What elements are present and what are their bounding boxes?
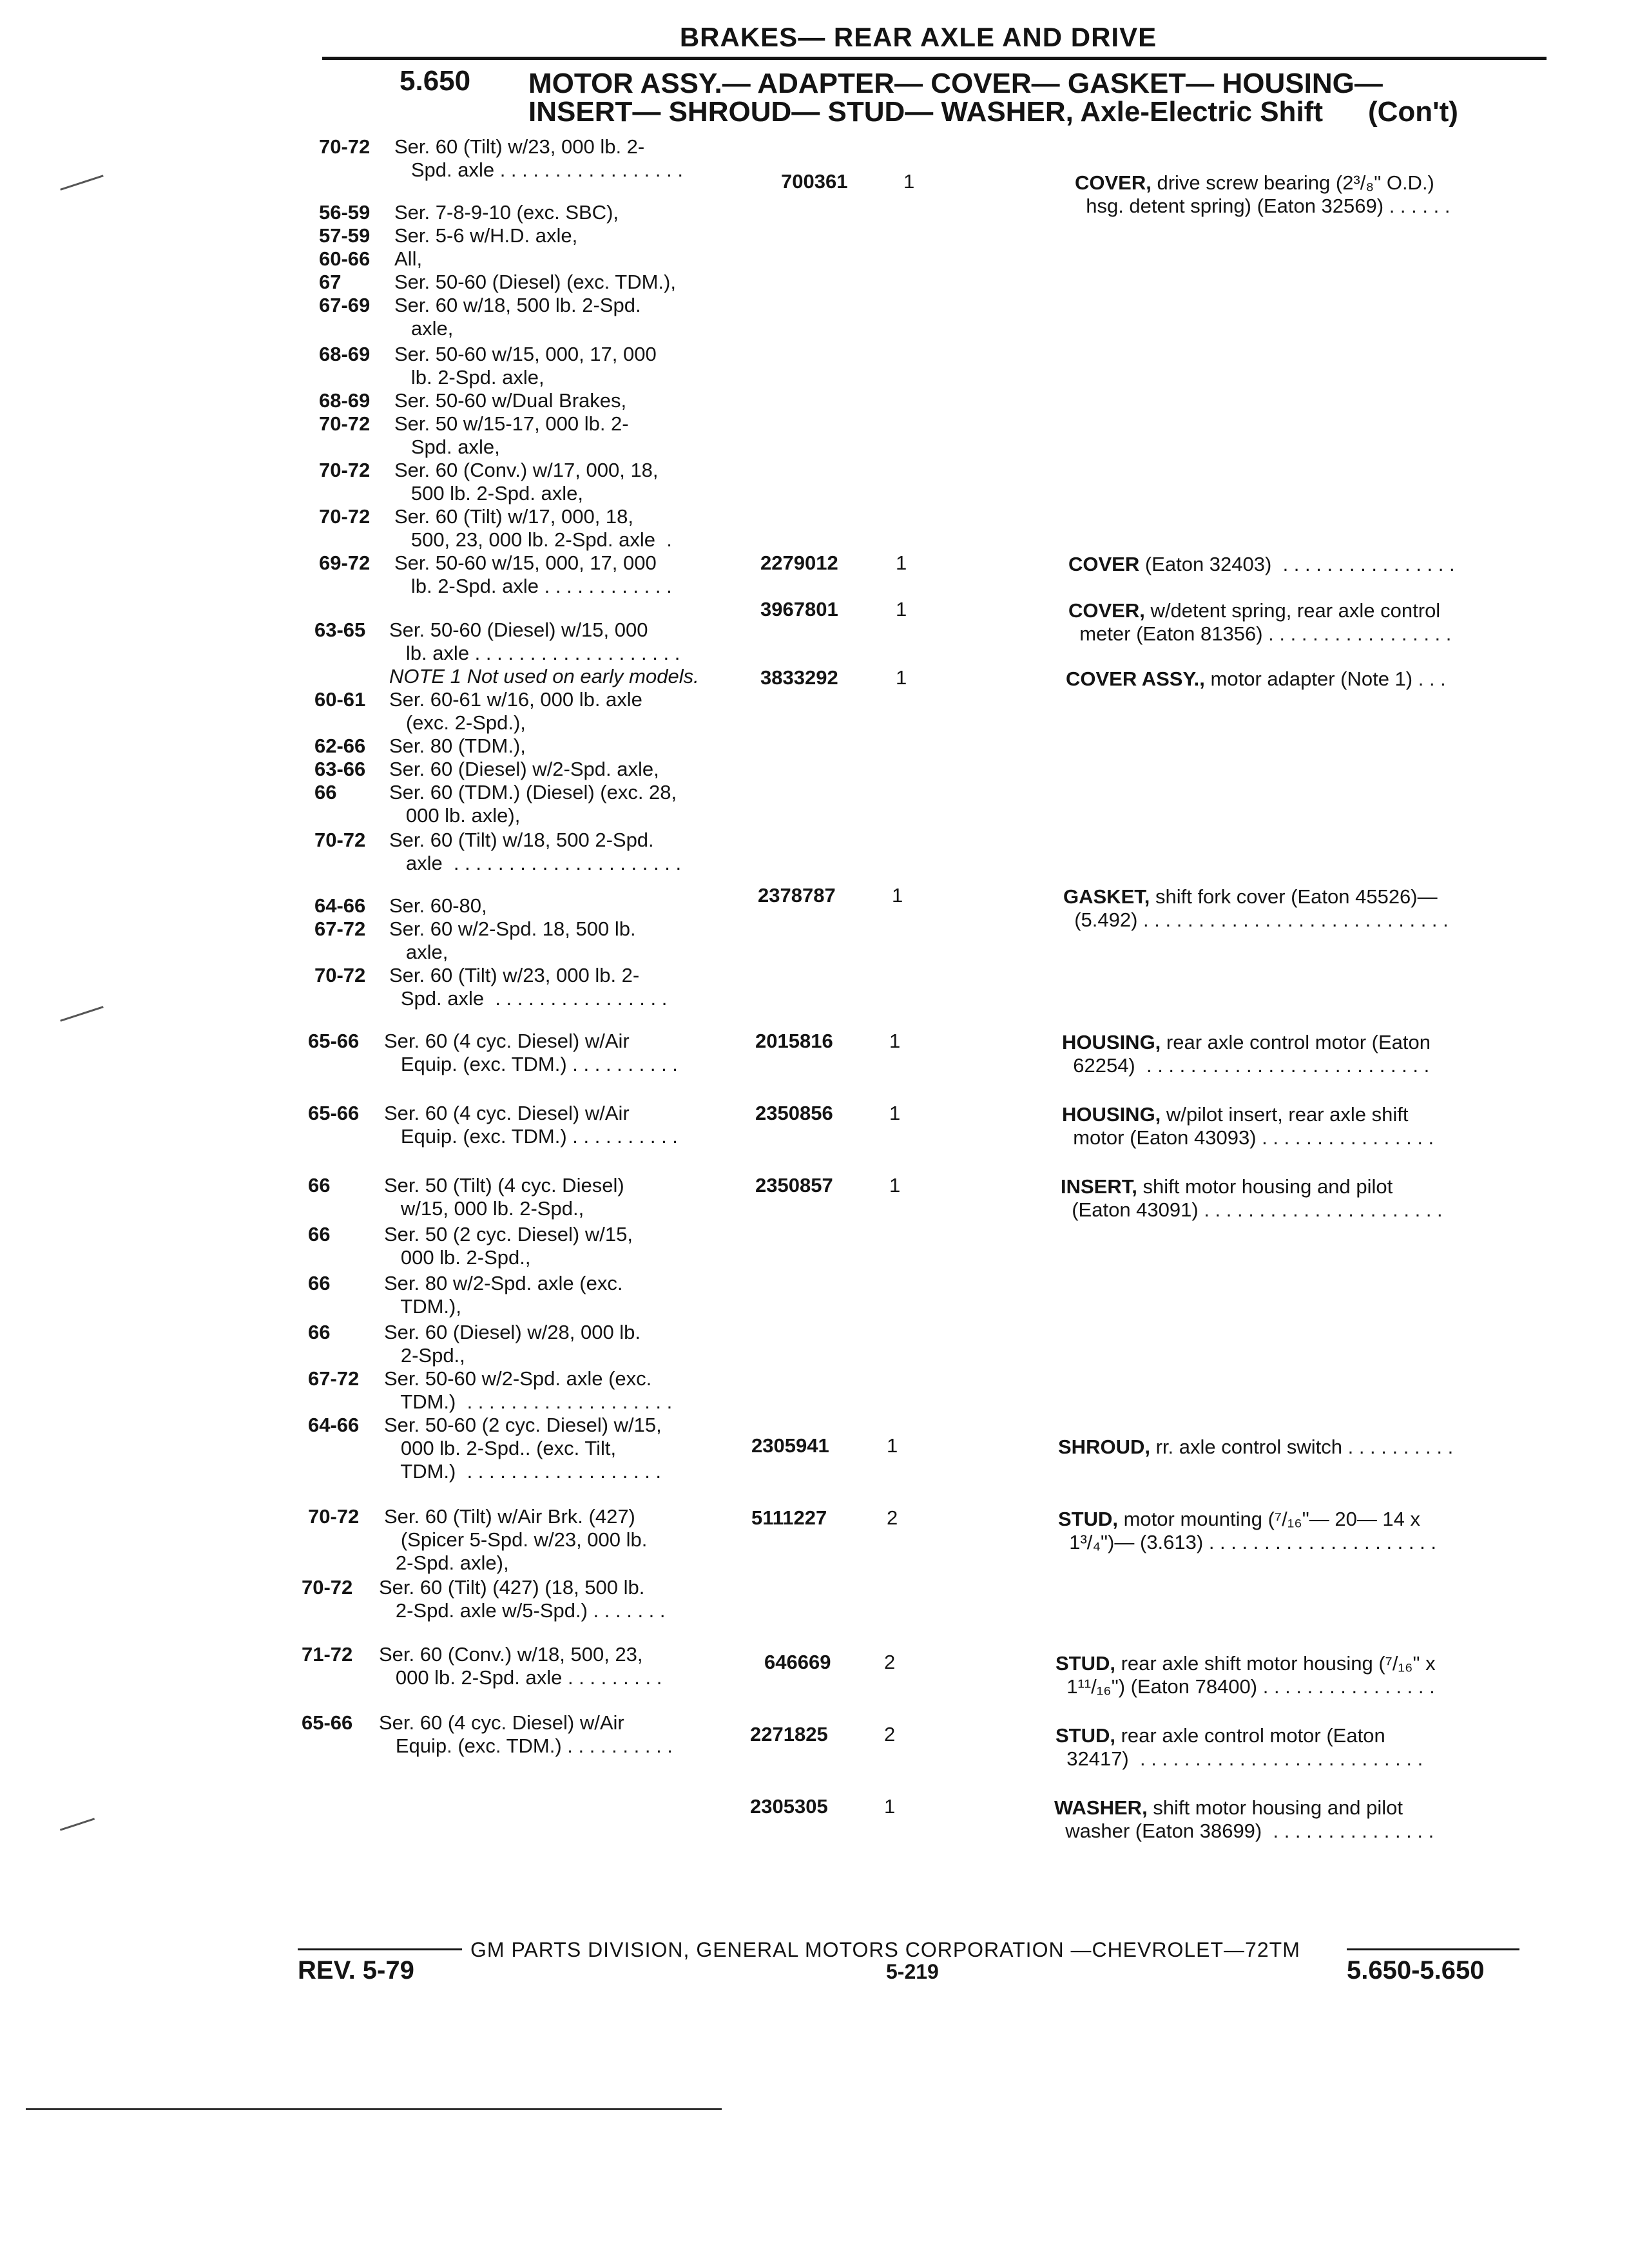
- part-quantity: 1: [889, 1174, 901, 1196]
- row-year-range: 70-72: [314, 829, 366, 851]
- row-application: 500 lb. 2-Spd. axle,: [394, 482, 583, 505]
- binding-hole-mark: [60, 1006, 104, 1021]
- row-application: Ser. 60 (Conv.) w/17, 000, 18,: [394, 459, 659, 481]
- row-application: All,: [394, 247, 423, 270]
- row-application: Ser. 80 w/2-Spd. axle (exc.: [384, 1272, 623, 1294]
- part-description: [1055, 1652, 1436, 1698]
- part-description-line1: motor adapter (Note 1) . . .: [1204, 668, 1446, 690]
- row-application: TDM.) . . . . . . . . . . . . . . . . . .: [384, 1460, 662, 1483]
- row-application: Ser. 60 (4 cyc. Diesel) w/Air: [379, 1711, 624, 1734]
- binding-hole-mark: [60, 1818, 95, 1831]
- row-year-range: 70-72: [314, 964, 366, 986]
- part-name: COVER,: [1075, 171, 1152, 194]
- part-number: 5111227: [751, 1506, 827, 1529]
- row-application: 000 lb. axle),: [389, 804, 521, 827]
- part-number: 2350856: [755, 1102, 833, 1124]
- part-quantity: 2: [884, 1723, 896, 1745]
- part-number: 2350857: [755, 1174, 833, 1196]
- part-quantity: 1: [896, 552, 907, 574]
- row-application: Spd. axle,: [394, 436, 500, 458]
- row-year-range: 65-66: [308, 1030, 360, 1052]
- part-quantity: 1: [892, 884, 903, 907]
- row-application: 000 lb. 2-Spd. axle . . . . . . . . .: [379, 1666, 662, 1689]
- part-name: STUD,: [1055, 1652, 1115, 1675]
- row-application: Ser. 50-60 (2 cyc. Diesel) w/15,: [384, 1414, 662, 1436]
- row-application: Ser. 60 (Conv.) w/18, 500, 23,: [379, 1643, 643, 1666]
- row-application: Ser. 50 w/15-17, 000 lb. 2-: [394, 412, 629, 435]
- part-description-line2: 1¹¹/₁₆") (Eaton 78400) . . . . . . . . . . . . . . . .: [1055, 1675, 1435, 1698]
- row-year-range: 68-69: [319, 343, 371, 365]
- part-quantity: 1: [896, 598, 907, 620]
- part-description-line2: (Eaton 43091) . . . . . . . . . . . . . . . . . . . . . .: [1061, 1198, 1443, 1221]
- row-application: (exc. 2-Spd.),: [389, 711, 526, 734]
- part-name: GASKET,: [1063, 885, 1150, 908]
- row-year-range: 62-66: [314, 735, 366, 757]
- part-description-line2: 32417) . . . . . . . . . . . . . . . . . . . . . . . . . .: [1055, 1747, 1423, 1770]
- part-quantity: 1: [889, 1030, 901, 1052]
- row-application: 000 lb. 2-Spd.,: [384, 1246, 531, 1269]
- row-year-range: 64-66: [314, 894, 366, 917]
- part-number: 3833292: [760, 666, 838, 689]
- part-quantity: 2: [887, 1506, 898, 1529]
- row-application: Ser. 50-60 w/15, 000, 17, 000: [394, 343, 657, 365]
- part-description-line1: drive screw bearing (2³/₈" O.D.): [1151, 171, 1434, 194]
- row-year-range: 67-69: [319, 294, 371, 316]
- section-title-line2-text: INSERT— SHROUD— STUD— WASHER, Axle-Electric Shift: [528, 96, 1323, 128]
- row-year-range: 63-66: [314, 758, 366, 780]
- row-application: TDM.) . . . . . . . . . . . . . . . . . . .: [384, 1390, 673, 1413]
- row-application: axle,: [389, 941, 448, 963]
- part-name: COVER: [1068, 553, 1140, 575]
- row-application: Ser. 50-60 (Diesel) w/15, 000: [389, 619, 648, 641]
- part-number: 646669: [764, 1651, 831, 1673]
- part-name: WASHER,: [1054, 1796, 1148, 1819]
- part-number: 2271825: [750, 1723, 828, 1745]
- part-description-line1: (Eaton 32403) . . . . . . . . . . . . . . . .: [1139, 553, 1455, 575]
- footer-rule-right: [1347, 1948, 1519, 1950]
- row-application: Ser. 50-60 w/15, 000, 17, 000: [394, 552, 657, 574]
- row-year-range: 66: [314, 781, 337, 803]
- row-year-range: 70-72: [302, 1576, 353, 1599]
- part-description-line1: motor mounting (⁷/₁₆"— 20— 14 x: [1118, 1508, 1421, 1530]
- part-description-line2: (5.492) . . . . . . . . . . . . . . . . . . . . . . . . . . . .: [1063, 908, 1449, 931]
- part-quantity: 1: [896, 666, 907, 689]
- row-application: Equip. (exc. TDM.) . . . . . . . . . .: [384, 1125, 678, 1148]
- part-description-line2: 1³/₄")— (3.613) . . . . . . . . . . . . . . . . . . . . .: [1058, 1531, 1436, 1553]
- row-application: lb. 2-Spd. axle . . . . . . . . . . . .: [394, 575, 672, 597]
- footer-revision: REV. 5-79: [298, 1956, 414, 1984]
- part-description: [1061, 1175, 1443, 1222]
- row-year-range: 70-72: [319, 412, 371, 435]
- footer-section-range: 5.650-5.650: [1347, 1956, 1485, 1984]
- part-number: 2378787: [758, 884, 836, 907]
- section-title: [528, 70, 1508, 126]
- footer-rule-left: [298, 1948, 462, 1950]
- row-application: TDM.),: [384, 1295, 461, 1318]
- row-year-range: 56-59: [319, 201, 371, 224]
- row-application: 000 lb. 2-Spd.. (exc. Tilt,: [384, 1437, 617, 1459]
- part-description: [1075, 171, 1450, 218]
- section-continued-label: (Con't): [1367, 96, 1458, 128]
- row-application: Ser. 60 (Tilt) (427) (18, 500 lb.: [379, 1576, 645, 1599]
- row-application: axle . . . . . . . . . . . . . . . . . . . . .: [389, 852, 682, 874]
- row-application: Ser. 60 (Tilt) w/23, 000 lb. 2-: [394, 135, 645, 158]
- part-description: [1062, 1031, 1431, 1077]
- part-description: [1055, 1724, 1423, 1771]
- row-application: Ser. 50 (Tilt) (4 cyc. Diesel): [384, 1174, 624, 1196]
- section-title-line2: [528, 98, 1508, 126]
- row-application: Ser. 60-61 w/16, 000 lb. axle: [389, 688, 642, 711]
- part-number: 3967801: [760, 598, 838, 620]
- part-description-line1: w/pilot insert, rear axle shift: [1161, 1103, 1409, 1126]
- row-year-range: 66: [308, 1174, 331, 1196]
- header-rule: [322, 57, 1547, 60]
- row-application: Ser. 60 (Tilt) w/18, 500 2-Spd.: [389, 829, 654, 851]
- row-year-range: 66: [308, 1223, 331, 1245]
- binding-hole-mark: [60, 175, 104, 190]
- row-application: Ser. 60 (4 cyc. Diesel) w/Air: [384, 1102, 630, 1124]
- part-name: HOUSING,: [1062, 1031, 1161, 1053]
- row-year-range: 60-61: [314, 688, 366, 711]
- part-description: [1062, 1103, 1434, 1149]
- row-year-range: 67-72: [314, 918, 366, 940]
- part-description: [1068, 599, 1451, 646]
- row-application: Ser. 50-60 w/Dual Brakes,: [394, 389, 627, 412]
- row-application: Spd. axle . . . . . . . . . . . . . . . . .: [394, 159, 683, 181]
- row-year-range: 65-66: [308, 1102, 360, 1124]
- row-application: 2-Spd. axle w/5-Spd.) . . . . . . .: [379, 1599, 666, 1622]
- row-year-range: 60-66: [319, 247, 371, 270]
- row-year-range: 70-72: [319, 459, 371, 481]
- part-description-line1: rr. axle control switch . . . . . . . . . .: [1150, 1436, 1454, 1458]
- row-year-range: 70-72: [319, 505, 371, 528]
- row-application: Ser. 80 (TDM.),: [389, 735, 526, 757]
- part-description-line2: meter (Eaton 81356) . . . . . . . . . . . . . . . . .: [1068, 622, 1452, 645]
- row-application: w/15, 000 lb. 2-Spd.,: [384, 1197, 584, 1220]
- row-year-range: 70-72: [308, 1505, 360, 1528]
- row-year-range: 65-66: [302, 1711, 353, 1734]
- row-application: Ser. 50-60 (Diesel) (exc. TDM.),: [394, 271, 676, 293]
- part-name: STUD,: [1055, 1724, 1115, 1747]
- page-header-title: BRAKES— REAR AXLE AND DRIVE: [679, 22, 1157, 52]
- part-quantity: 1: [884, 1795, 896, 1818]
- part-description-line2: washer (Eaton 38699) . . . . . . . . . . . . . . .: [1054, 1820, 1434, 1842]
- part-description: [1066, 668, 1446, 691]
- part-description-line1: shift fork cover (Eaton 45526)—: [1150, 885, 1438, 908]
- row-application: Ser. 60 (Diesel) w/28, 000 lb.: [384, 1321, 641, 1343]
- row-application: Spd. axle . . . . . . . . . . . . . . . .: [384, 987, 668, 1010]
- row-application: Ser. 60 (TDM.) (Diesel) (exc. 28,: [389, 781, 677, 803]
- footer-page-number: 5-219: [886, 1960, 939, 1983]
- part-quantity: 1: [889, 1102, 901, 1124]
- part-quantity: 1: [887, 1434, 898, 1457]
- part-name: COVER ASSY.,: [1066, 668, 1205, 690]
- row-year-range: 71-72: [302, 1643, 353, 1666]
- row-application: Ser. 60 w/2-Spd. 18, 500 lb.: [389, 918, 636, 940]
- row-application: Ser. 50 (2 cyc. Diesel) w/15,: [384, 1223, 633, 1245]
- part-name: INSERT,: [1061, 1175, 1137, 1198]
- row-year-range: 69-72: [319, 552, 371, 574]
- part-description: [1058, 1508, 1436, 1554]
- scan-edge-line: [26, 2108, 722, 2110]
- row-year-range: 64-66: [308, 1414, 360, 1436]
- row-year-range: 63-65: [314, 619, 366, 641]
- row-year-range: 66: [308, 1272, 331, 1294]
- row-application: Ser. 60-80,: [389, 894, 487, 917]
- row-application: 2-Spd.,: [384, 1344, 465, 1367]
- part-number: 2015816: [755, 1030, 833, 1052]
- row-application: Ser. 5-6 w/H.D. axle,: [394, 224, 578, 247]
- part-description-line1: shift motor housing and pilot: [1147, 1796, 1403, 1819]
- row-application: Ser. 60 (Tilt) w/23, 000 lb. 2-: [389, 964, 640, 986]
- row-year-range: 68-69: [319, 389, 371, 412]
- row-application: Ser. 50-60 w/2-Spd. axle (exc.: [384, 1367, 652, 1390]
- row-year-range: 70-72: [319, 135, 371, 158]
- part-name: COVER,: [1068, 599, 1145, 622]
- part-description: [1054, 1796, 1434, 1843]
- part-description-line1: shift motor housing and pilot: [1137, 1175, 1393, 1198]
- part-description-line2: hsg. detent spring) (Eaton 32569) . . . . . .: [1075, 195, 1451, 217]
- part-description-line1: rear axle control motor (Eaton: [1115, 1724, 1385, 1747]
- part-name: HOUSING,: [1062, 1103, 1161, 1126]
- row-application: Ser. 7-8-9-10 (exc. SBC),: [394, 201, 619, 224]
- row-note: NOTE 1 Not used on early models.: [389, 665, 699, 687]
- part-name: STUD,: [1058, 1508, 1118, 1530]
- part-quantity: 2: [884, 1651, 896, 1673]
- row-application: Ser. 60 (4 cyc. Diesel) w/Air: [384, 1030, 630, 1052]
- part-description-line1: rear axle shift motor housing (⁷/₁₆" x: [1115, 1652, 1436, 1675]
- part-description: [1068, 553, 1455, 576]
- row-application: Ser. 60 (Diesel) w/2-Spd. axle,: [389, 758, 659, 780]
- section-number: 5.650: [400, 65, 471, 97]
- part-description: [1063, 885, 1449, 932]
- row-year-range: 67-72: [308, 1367, 360, 1390]
- row-application: lb. axle . . . . . . . . . . . . . . . . . . .: [389, 642, 680, 664]
- part-description-line2: 62254) . . . . . . . . . . . . . . . . . . . . . . . . . .: [1062, 1054, 1430, 1077]
- part-name: SHROUD,: [1058, 1436, 1150, 1458]
- part-description-line2: motor (Eaton 43093) . . . . . . . . . . . . . . . .: [1062, 1126, 1434, 1149]
- row-year-range: 66: [308, 1321, 331, 1343]
- row-application: Equip. (exc. TDM.) . . . . . . . . . .: [379, 1735, 673, 1757]
- row-application: axle,: [394, 317, 454, 340]
- row-year-range: 67: [319, 271, 342, 293]
- row-application: Ser. 60 (Tilt) w/Air Brk. (427): [384, 1505, 635, 1528]
- part-description-line1: w/detent spring, rear axle control: [1144, 599, 1441, 622]
- row-application: lb. 2-Spd. axle,: [394, 366, 545, 389]
- row-application: Equip. (exc. TDM.) . . . . . . . . . .: [384, 1053, 678, 1075]
- part-number: 2279012: [760, 552, 838, 574]
- footer-publisher: GM PARTS DIVISION, GENERAL MOTORS CORPORATION —CHEVROLET—72TM: [470, 1938, 1300, 1961]
- row-year-range: 57-59: [319, 224, 371, 247]
- part-quantity: 1: [903, 170, 915, 193]
- row-application: (Spicer 5-Spd. w/23, 000 lb.: [384, 1528, 648, 1551]
- part-number: 2305941: [751, 1434, 829, 1457]
- row-application: Ser. 60 w/18, 500 lb. 2-Spd.: [394, 294, 641, 316]
- section-title-line1: MOTOR ASSY.— ADAPTER— COVER— GASKET— HOUSING—: [528, 68, 1383, 99]
- row-application: 500, 23, 000 lb. 2-Spd. axle .: [394, 528, 672, 551]
- part-number: 700361: [781, 170, 848, 193]
- row-application: Ser. 60 (Tilt) w/17, 000, 18,: [394, 505, 634, 528]
- part-description: [1058, 1436, 1453, 1459]
- row-application: 2-Spd. axle),: [379, 1552, 509, 1574]
- part-number: 2305305: [750, 1795, 828, 1818]
- part-description-line1: rear axle control motor (Eaton: [1161, 1031, 1431, 1053]
